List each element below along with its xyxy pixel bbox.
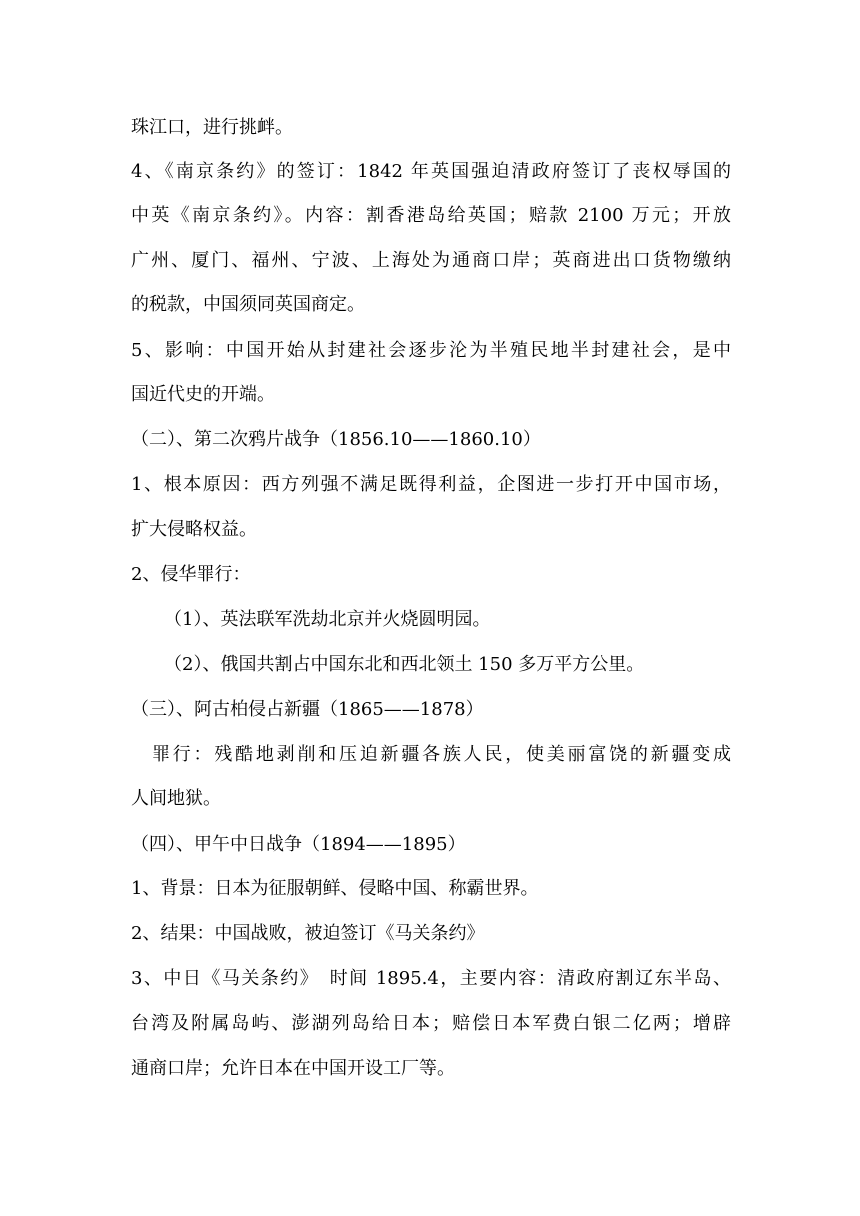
text-line: 2、侵华罪行： [131, 564, 251, 585]
text-line: 人间地狱。 [131, 788, 221, 809]
section-heading: （三）、阿古柏侵占新疆（1865——1878） [131, 699, 484, 720]
text-line: 2、结果：中国战败，被迫签订《马关条约》 [131, 923, 485, 944]
text-line: 通商口岸；允许日本在中国开设工厂等。 [131, 1058, 455, 1079]
text-line: 4、《南京条约》的签订：1842 年英国强迫清政府签订了丧权辱国的 [131, 161, 731, 182]
text-line: 1、根本原因：西方列强不满足既得利益，企图进一步打开中国市场， [131, 474, 731, 495]
section-heading: （四）、甲午中日战争（1894——1895） [131, 834, 466, 855]
text-line: 广州、厦门、福州、宁波、上海处为通商口岸；英商进出口货物缴纳 [131, 250, 731, 271]
text-line: 扩大侵略权益。 [131, 519, 257, 540]
text-line: 5、影响：中国开始从封建社会逐步沦为半殖民地半封建社会，是中 [131, 340, 731, 361]
text-line: 珠江口，进行挑衅。 [131, 117, 293, 138]
text-line: 国近代史的开端。 [131, 384, 275, 405]
text-line: （1）、英法联军洗劫北京并火烧圆明园。 [164, 609, 491, 630]
text-line: （2）、俄国共割占中国东北和西北领土 150 多万平方公里。 [164, 654, 645, 675]
text-line: 3、中日《马关条约》 时间 1895.4，主要内容：清政府割辽东半岛、 [131, 968, 731, 989]
text-line: 台湾及附属岛屿、澎湖列岛给日本；赔偿日本军费白银二亿两；增辟 [131, 1013, 731, 1034]
text-line: 的税款，中国须同英国商定。 [131, 294, 365, 315]
text-line: 中英《南京条约》。内容：割香港岛给英国；赔款 2100 万元；开放 [131, 205, 731, 226]
section-heading: （二）、第二次鸦片战争（1856.10——1860.10） [131, 429, 541, 450]
text-line: 1、背景：日本为征服朝鲜、侵略中国、称霸世界。 [131, 878, 539, 899]
text-line: 罪行：残酷地剥削和压迫新疆各族人民，使美丽富饶的新疆变成 [152, 744, 731, 765]
